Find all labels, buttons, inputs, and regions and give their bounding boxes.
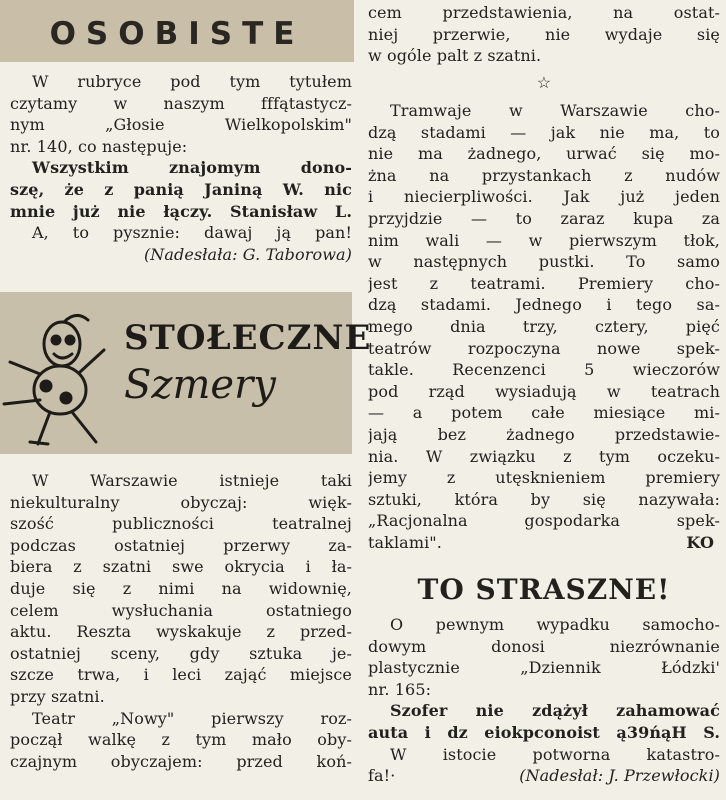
article-line: duje się z nimi na widownię,	[10, 578, 352, 598]
tramwaje-line: dzą stadami. Jednego i tego sa-	[368, 295, 720, 315]
osobiste-quote-line: mnie już nie łączy. Stanisław L.	[10, 201, 352, 221]
tramwaje-line: nim wali — w pierwszym tłok,	[368, 230, 720, 250]
tramwaje-line: sztuki, która by się nazywała:	[368, 489, 720, 509]
straszne-title: TO STRASZNE!	[417, 573, 671, 606]
osobiste-line: nym „Głosie Wielkopolskim"	[10, 115, 352, 135]
straszne-line: plastycznie „Dziennik Łódzki'	[368, 658, 720, 678]
straszne-quote-line: auta i dz eiokpconoist ą39ńąH S.	[368, 722, 720, 742]
tramwaje-line: taklami".	[368, 532, 442, 552]
tramwaje-line: jest z teatrami. Premiery cho-	[368, 273, 720, 293]
osobiste-line: W rubryce pod tym tytułem	[32, 72, 352, 91]
osobiste-line: czytamy w naszym fffątastycz-	[10, 93, 352, 113]
szatnia-article	[10, 470, 352, 772]
tramwaje-final-line	[368, 532, 720, 554]
article-line: szcze trwa, i leci zająć miejsce	[10, 665, 352, 685]
article-line: cem przedstawienia, na ostat-	[368, 3, 720, 22]
article-line: niej przerwie, nie wydaje się	[368, 24, 720, 44]
stoleczne-title: STOŁECZNE	[124, 318, 372, 358]
tramwaje-line: Tramwaje w Warszawie cho-	[390, 101, 720, 120]
clown-figure-illustration	[0, 292, 120, 454]
osobiste-quote-line: szę, że z panią Janiną W. nic	[10, 179, 352, 199]
article-line: biera z szatni swe okrycia i ła-	[10, 557, 352, 577]
article-line: Teatr „Nowy" pierwszy roz-	[32, 708, 352, 728]
tramwaje-line: mego dnia trzy, cztery, pięć	[368, 316, 720, 336]
tramwaje-line: jają bez żadnego przedstawie-	[368, 424, 720, 444]
article-line: w ogóle palt z szatni.	[368, 46, 542, 66]
straszne-line: O pewnym wypadku samocho-	[390, 615, 720, 634]
tramwaje-line: pod rząd wysiadują w teatrach	[368, 381, 720, 401]
straszne-credit: (Nadesłał: J. Przewłocki)	[519, 766, 720, 786]
osobiste-title: OSOBISTE	[49, 16, 305, 52]
tramwaje-line: jemy z utęsknieniem premiery	[368, 468, 720, 488]
article-line: celem wysłuchania ostatniego	[10, 600, 352, 620]
osobiste-credit: (Nadesłała: G. Taborowa)	[143, 244, 352, 264]
osobiste-quote-line: Wszystkim znajomym dono-	[32, 158, 352, 178]
star-separator: ☆	[536, 73, 552, 92]
article-line: przy szatni.	[10, 686, 105, 706]
osobiste-banner	[0, 0, 354, 62]
szmery-subtitle: Szmery	[124, 362, 276, 408]
osobiste-line: nr. 140, co następuje:	[10, 136, 188, 156]
tramwaje-line: — a potem całe miesiące mi-	[368, 403, 720, 423]
article-line: podczas ostatniej przerwy za-	[10, 535, 352, 555]
szatnia-article-continued	[368, 2, 720, 67]
article-line: ostatniej sceny, gdy sztuka je-	[10, 643, 352, 663]
straszne-section	[368, 614, 720, 787]
tramwaje-line: przyjdzie — to zaraz kupa za	[368, 208, 720, 228]
straszne-line: dowym donosi niezrównanie	[368, 636, 720, 656]
article-line: czajnym obyczajem: przed koń-	[10, 751, 352, 771]
straszne-comment: fa!·	[368, 766, 396, 786]
article-line: aktu. Reszta wyskakuje z przed-	[10, 622, 352, 642]
tramwaje-line: w następnych pustki. To samo	[368, 252, 720, 272]
article-line: począł walkę z tym mało oby-	[10, 730, 352, 750]
straszne-final-line	[368, 765, 720, 787]
signature: KO	[686, 532, 714, 552]
tramwaje-line: takle. Recenzenci 5 wieczorów	[368, 360, 720, 380]
article-line: W Warszawie istnieje taki	[32, 471, 352, 490]
straszne-comment: W istocie potworna katastro-	[390, 744, 720, 764]
tramwaje-line: żna na przystankach z nudów	[368, 165, 720, 185]
tramwaje-line: nia. W związku z tym oczeku-	[368, 446, 720, 466]
article-line: szość publiczności teatralnej	[10, 514, 352, 534]
tramwaje-line: dzą stadami — jak nie ma, to	[368, 122, 720, 142]
stoleczne-szmery-banner	[0, 292, 372, 454]
tramwaje-line: „Racjonalna gospodarka spek-	[368, 511, 720, 531]
straszne-line: nr. 165:	[368, 679, 432, 699]
osobiste-section	[10, 71, 352, 265]
osobiste-comment: A, to pysznie: dawaj ją pan!	[32, 223, 352, 243]
tramwaje-line: teatrów rozpoczyna nowe spek-	[368, 338, 720, 358]
tramwaje-line: i niecierpliwości. Jak już jeden	[368, 187, 720, 207]
tramwaje-line: nie ma żadnego, urwać się mo-	[368, 144, 720, 164]
tramwaje-article	[368, 100, 720, 553]
article-line: niekulturalny obyczaj: więk-	[10, 492, 352, 512]
straszne-quote-line: Szofer nie zdążył zahamować	[390, 701, 720, 721]
